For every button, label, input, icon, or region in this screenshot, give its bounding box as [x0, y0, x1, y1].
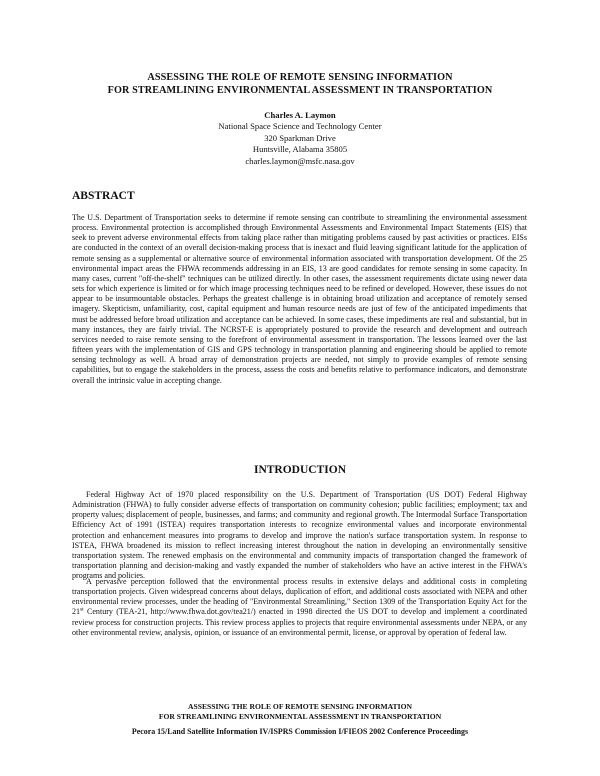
page-footer [0, 702, 600, 738]
author-city: Huntsville, Alabama 35805 [252, 144, 348, 155]
title-line-2: FOR STREAMLINING ENVIRONMENTAL ASSESSMENT IN TRANSPORTATION [107, 85, 493, 96]
intro-paragraph-1: Federal Highway Act of 1970 placed responsibility on the U.S. Department of Transportation (US DOT) Federal Highway Administration (FHWA) to fully consider adverse effects of transportation on community cohesion; public facilities; employment; tax and property values; displacement of people, businesses, and farms; and community and regional growth. The Intermodal Surface Transportation Efficiency Act of 1991 (ISTEA) requires transportation interests to recognize environmental values and incorporate environmental protection and enhancement measures into programs to develop and improve the nation's surface transportation system. In response to ISTEA, FHWA broadened its mission to reflect increasing interest throughout the nation in developing an environmentally sensitive transportation system. The renewed emphasis on the environmental and community impacts of transportation changed the framework of transportation planning and decision-making and vastly expanded the number of stakeholders who have an active interest in the FHWA's programs and policies. [72, 490, 527, 581]
abstract-paragraph: The U.S. Department of Transportation seeks to determine if remote sensing can contribute to streamlining the environmental assessment process. Environmental protection is accomplished through Environmental Assessments and Environmental Impact Statements (EIS) that seek to prevent adverse environmental effects from taking place rather than mitigating problems caused by past activities or practices. EISs are conducted in the context of an overall decision-making process that is inexact and fluid leaving significant latitude for the application of remote sensing as a supplemental or alternative source of environmental information associated with transportation development. Of the 25 environmental impact areas the FHWA recommends addressing in an EIS, 13 are good candidates for remote sensing in some capacity. In many cases, current "off-the-shelf" techniques can be utilized directly. In other cases, the assessment requirements dictate using newer data sets for which experience is limited or for which image processing techniques need to be refined or developed. However, these issues do not appear to be insurmountable obstacles. Perhaps the greatest challenge is in obtaining broad utilization and acceptance of remotely sensed imagery. Skepticism, unfamiliarity, cost, capital equipment and human resource needs are just of few of the anticipated impediments that must be addressed before broad utilization and acceptance can be achieved. In some cases, these impediments are real and substantial, but in many instances, they are fairly trivial. The NCRST-E is appropriately postured to provide the research and development and outreach services needed to raise remote sensing to the forefront of environmental assessment in transportation. The lessons learned over the last fifteen years with the implementation of GIS and GPS technology in transportation planning and engineering should be applied to remote sensing technology as well. A broad array of demonstration projects are needed, not simply to provide examples of remote sensing capabilities, but to engage the stakeholders in the process, assess the costs and benefits relative to performance indicators, and demonstrate overall the intrinsic value in accepting change. [72, 213, 527, 385]
author-block [0, 110, 600, 167]
abstract-heading: ABSTRACT [72, 190, 135, 202]
intro-paragraph-2-part-a: A pervasive perception followed that the environmental process results in extensive delays and additional costs in completing transportation projects. Given widespread concerns about delays, duplication of effort, and additional costs associated with NEPA and other environmental review processes, under the heading of "Environmental Streamlining," Section 1309 of the Transportation Equity Act for the 21 [72, 577, 527, 617]
introduction-heading: INTRODUCTION [253, 464, 346, 476]
author-affiliation: National Space Science and Technology Center [218, 121, 382, 132]
intro-paragraph-2-part-b: Century (TEA-21, http://www.fhwa.dot.gov/tea21/) enacted in 1998 directed the US DOT to develop and implement a coordinated review process for construction projects. This review process applies to projects that require environmental assessments under NEPA, or any other environmental review, analysis, opinion, or issuance of an environmental permit, license, or approval by operation of federal law. [72, 607, 527, 637]
intro-paragraph-2 [72, 577, 527, 638]
ordinal-superscript: st [80, 606, 84, 613]
title-line-1: ASSESSING THE ROLE OF REMOTE SENSING INFORMATION [147, 72, 453, 83]
footer-line-2: FOR STREAMLINING ENVIRONMENTAL ASSESSMENT IN TRANSPORTATION [158, 712, 442, 722]
footer-line-1: ASSESSING THE ROLE OF REMOTE SENSING INFORMATION [188, 702, 412, 711]
paper-title [0, 71, 600, 97]
author-street: 320 Sparkman Drive [264, 132, 336, 143]
footer-proceedings: Pecora 15/Land Satellite Information IV/ISPRS Commission I/FIEOS 2002 Conference Proceedings [131, 727, 469, 737]
author-name: Charles A. Laymon [264, 110, 336, 120]
author-email: charles.laymon@msfc.nasa.gov [245, 155, 355, 166]
